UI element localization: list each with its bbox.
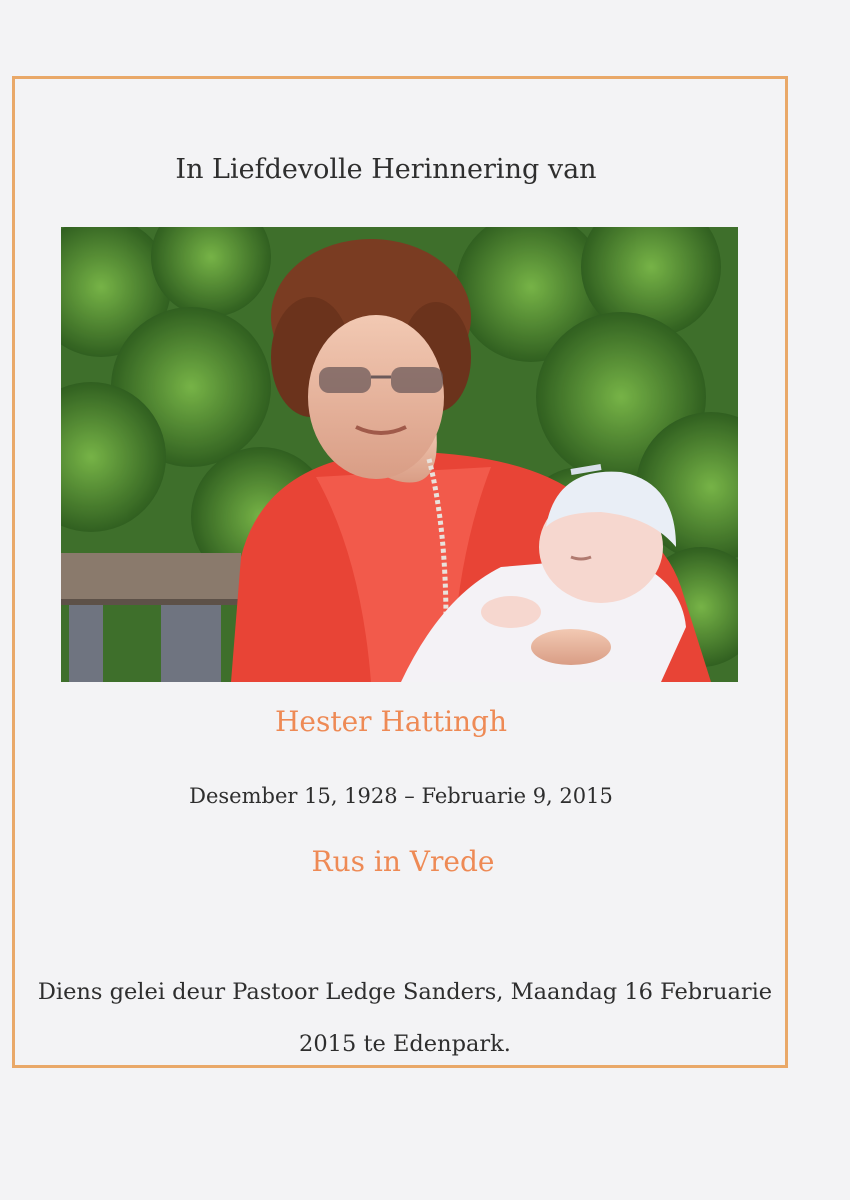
portrait-photo bbox=[61, 227, 738, 682]
memorial-heading: In Liefdevolle Herinnering van bbox=[175, 154, 597, 185]
service-line-1: Diens gelei deur Pastoor Ledge Sanders, Maandag 16 Februarie bbox=[37, 979, 773, 1005]
life-dates: Desember 15, 1928 – Februarie 9, 2015 bbox=[189, 784, 613, 808]
deceased-name: Hester Hattingh bbox=[274, 705, 508, 738]
portrait-photo-illustration bbox=[61, 227, 738, 682]
rest-in-peace: Rus in Vrede bbox=[311, 845, 495, 878]
service-line-2: 2015 te Edenpark. bbox=[299, 1031, 511, 1057]
service-details bbox=[20, 966, 790, 1070]
